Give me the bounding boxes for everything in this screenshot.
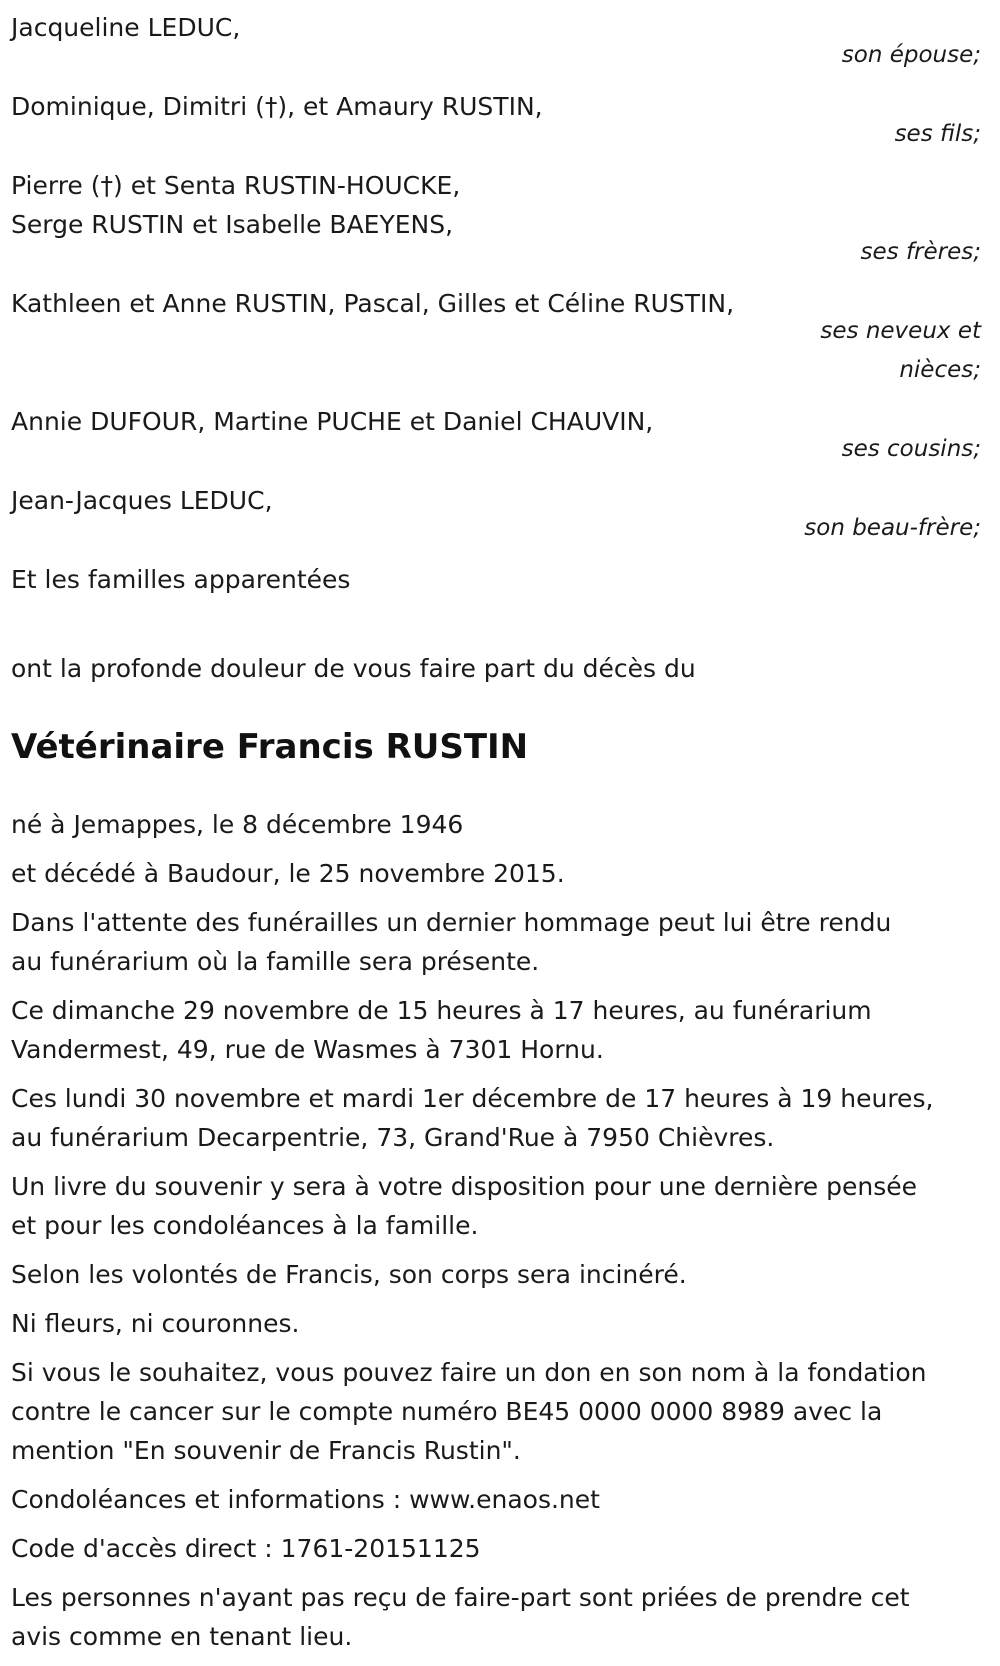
relationship-line: son beau-frère; [804, 515, 981, 541]
obituary-notice [11, 8, 981, 1666]
family-group [11, 481, 981, 560]
detail-line: Un livre du souvenir y sera à votre disposition pour une dernière pensée [11, 1172, 918, 1201]
detail-paragraph [11, 1529, 981, 1568]
relationship-line: ses neveux et [820, 318, 981, 344]
detail-line: Les personnes n'ayant pas reçu de faire-part sont priées de prendre cet [11, 1583, 910, 1612]
detail-line: au funérarium Decarpentrie, 73, Grand'Rue à 7950 Chièvres. [11, 1123, 775, 1152]
detail-line: au funérarium où la famille sera présente. [11, 947, 540, 976]
relationship-line: ses frères; [860, 239, 981, 265]
family-name-line: Jacqueline LEDUC, [11, 13, 241, 42]
detail-line: Code d'accès direct : 1761-20151125 [11, 1534, 481, 1563]
detail-paragraph [11, 1353, 981, 1470]
detail-line: Ni fleurs, ni couronnes. [11, 1309, 300, 1338]
deceased-name: Vétérinaire Francis RUSTIN [11, 727, 529, 767]
detail-paragraph [11, 1578, 981, 1656]
detail-paragraph [11, 1079, 981, 1157]
detail-line: Vandermest, 49, rue de Wasmes à 7301 Hornu. [11, 1035, 604, 1064]
relationship-line: ses cousins; [841, 436, 981, 462]
family-group [11, 8, 981, 87]
family-group [11, 87, 981, 166]
relationship-label [11, 312, 981, 390]
detail-line: Condoléances et informations : www.enaos.net [11, 1485, 600, 1514]
family-group [11, 284, 981, 402]
detail-line: et pour les condoléances à la famille. [11, 1211, 479, 1240]
notice-details [11, 805, 981, 1656]
detail-paragraph [11, 991, 981, 1069]
detail-line: contre le cancer sur le compte numéro BE45 0000 0000 8989 avec la [11, 1397, 883, 1426]
family-name-line: Serge RUSTIN et Isabelle BAEYENS, [11, 210, 454, 239]
detail-paragraph [11, 1255, 981, 1294]
family-name-line: Dominique, Dimitri (†), et Amaury RUSTIN, [11, 92, 543, 121]
detail-line: Ces lundi 30 novembre et mardi 1er décembre de 17 heures à 19 heures, [11, 1084, 934, 1113]
detail-paragraph [11, 805, 981, 844]
family-name-line: Pierre (†) et Senta RUSTIN-HOUCKE, [11, 171, 461, 200]
detail-line: Selon les volontés de Francis, son corps sera incinéré. [11, 1260, 687, 1289]
detail-paragraph [11, 1304, 981, 1343]
detail-paragraph [11, 1167, 981, 1245]
family-names [11, 560, 981, 599]
relationship-line: ses fils; [894, 121, 981, 147]
relationship-line: son épouse; [841, 42, 981, 68]
family-name-line: Kathleen et Anne RUSTIN, Pascal, Gilles et Céline RUSTIN, [11, 289, 735, 318]
detail-line: mention "En souvenir de Francis Rustin". [11, 1436, 521, 1465]
announcement-intro: ont la profonde douleur de vous faire part du décès du [11, 654, 696, 683]
family-group [11, 560, 981, 599]
detail-line: né à Jemappes, le 8 décembre 1946 [11, 810, 464, 839]
family-group [11, 402, 981, 481]
detail-line: avis comme en tenant lieu. [11, 1622, 353, 1651]
family-name-line: Et les familles apparentées [11, 565, 351, 594]
detail-line: et décédé à Baudour, le 25 novembre 2015. [11, 859, 565, 888]
detail-line: Dans l'attente des funérailles un dernier hommage peut lui être rendu [11, 908, 892, 937]
detail-paragraph [11, 903, 981, 981]
detail-line: Si vous le souhaitez, vous pouvez faire un don en son nom à la fondation [11, 1358, 927, 1387]
detail-line: Ce dimanche 29 novembre de 15 heures à 17 heures, au funérarium [11, 996, 872, 1025]
relationship-line: nièces; [899, 357, 981, 383]
family-list [11, 8, 981, 599]
family-name-line: Annie DUFOUR, Martine PUCHE et Daniel CHAUVIN, [11, 407, 654, 436]
family-group [11, 166, 981, 284]
family-name-line: Jean-Jacques LEDUC, [11, 486, 273, 515]
detail-paragraph [11, 854, 981, 893]
detail-paragraph [11, 1480, 981, 1519]
